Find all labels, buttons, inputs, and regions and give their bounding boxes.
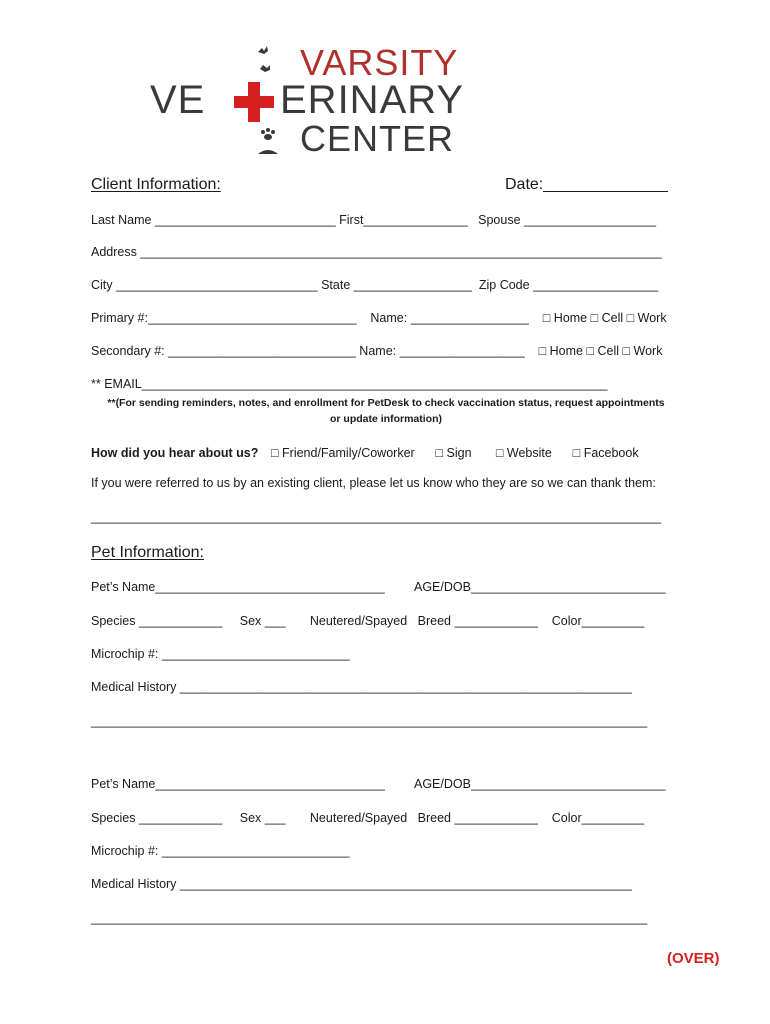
hear-about-us-options[interactable]: □ Friend/Family/Coworker □ Sign □ Website □ Facebook [271,446,639,460]
pet-2-history-line[interactable]: ________________________________________________________________________________ [91,911,648,925]
pet-2-history-row[interactable]: Medical History _________________________________________________________________ [91,877,632,891]
date-field[interactable]: Date:______________ [505,176,668,193]
logo-line-varsity: VARSITY [300,42,459,83]
primary-phone-row[interactable]: Primary #:______________________________ Name: _________________ □ Home □ Cell □ Work [91,311,667,325]
pet-1-microchip-row[interactable]: Microchip #: ___________________________ [91,647,350,661]
pet-information-heading: Pet Information: [91,544,204,561]
secondary-phone-row[interactable]: Secondary #: ___________________________ Name: __________________ □ Home □ Cell □ Work [91,344,663,358]
client-information-heading: Client Information: [91,176,221,193]
logo-line-erinary: ERINARY [280,78,465,122]
email-note-line2: or update information) [330,413,442,425]
logo-line-ve: VE [150,78,206,122]
pet-1-history-line[interactable]: ________________________________________________________________________________ [91,714,648,728]
city-row[interactable]: City _____________________________ State _________________ Zip Code __________________ [91,278,659,292]
pet-2-name-row[interactable]: Pet’s Name_________________________________ [91,777,385,791]
pet-2-age-row[interactable]: AGE/DOB____________________________ [414,777,666,791]
pet-2-species-row[interactable]: Species ____________ Sex ___ Neutered/Spayed Breed ____________ Color_________ [91,811,645,825]
referral-line[interactable]: __________________________________________________________________________________ [91,510,662,524]
pet-1-species-row[interactable]: Species ____________ Sex ___ Neutered/Spayed Breed ____________ Color_________ [91,614,645,628]
red-cross-icon [234,82,274,122]
pet-1-age-row[interactable]: AGE/DOB____________________________ [414,580,666,594]
over-marker: (OVER) [667,950,720,967]
varsity-veterinary-logo [150,42,590,162]
hear-about-us-label: How did you hear about us? [91,446,259,460]
pet-1-history-row[interactable]: Medical History _________________________________________________________________ [91,680,632,694]
email-note-line1: **(For sending reminders, notes, and enrollment for PetDesk to check vaccination status, request appointments [107,397,665,409]
logo-line-center: CENTER [300,118,455,159]
pet-2-microchip-row[interactable]: Microchip #: ___________________________ [91,844,350,858]
email-row[interactable]: ** EMAIL___________________________________________________________________ [91,377,608,391]
name-row[interactable]: Last Name __________________________ First_______________ Spouse ___________________ [91,213,657,227]
address-row[interactable]: Address ___________________________________________________________________________ [91,245,662,259]
referral-prompt: If you were referred to us by an existing client, please let us know who they are so we can thank them: [91,476,656,490]
pet-1-name-row[interactable]: Pet’s Name_________________________________ [91,580,385,594]
